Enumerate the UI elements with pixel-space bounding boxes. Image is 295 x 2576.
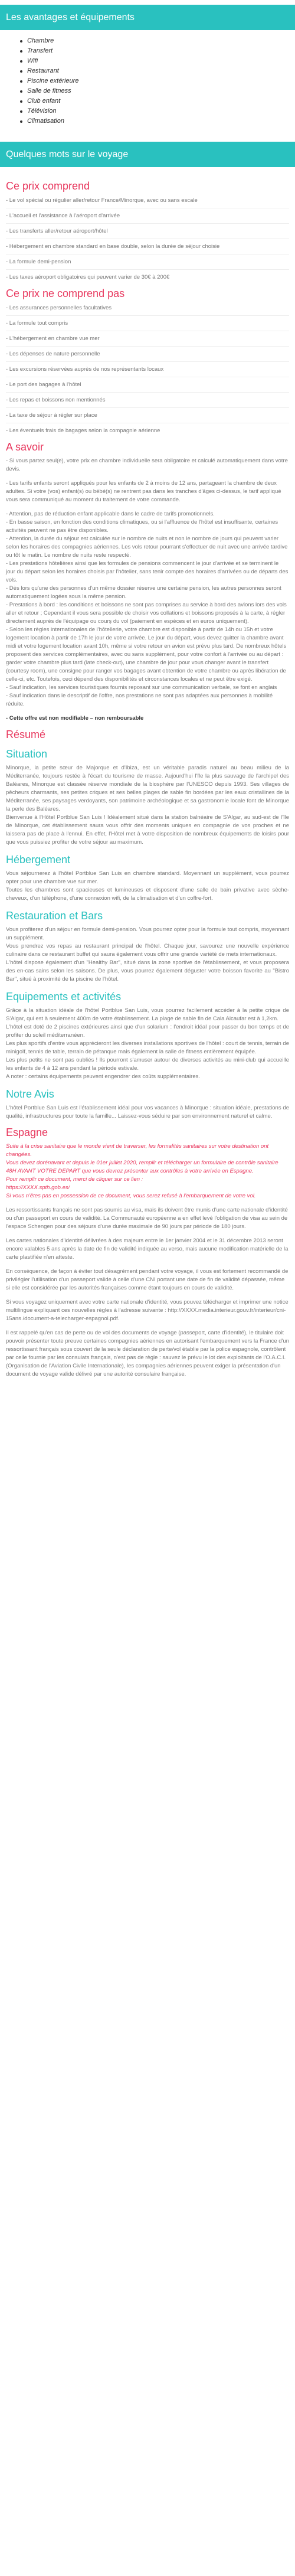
price-includes-item: - Les transferts aller/retour aéroport/hôtel: [6, 228, 108, 235]
non-refundable-notice: - Cette offre est non modifiable – non remboursable: [6, 715, 144, 722]
price-includes-item: - L'accueil et l'assistance à l'aéroport d'arrivée: [6, 213, 120, 220]
price-excludes-item: - Le port des bagages à l'hôtel: [6, 381, 81, 388]
amenities-banner: Les avantages et équipements: [0, 5, 295, 30]
amenity-item: Wifi: [20, 56, 295, 66]
amenity-item: Club enfant: [20, 96, 295, 106]
amenity-item: Climatisation: [20, 116, 295, 126]
price-excludes-item: - Les éventuels frais de bagages selon la compagnie aérienne: [6, 427, 160, 435]
facilities-heading: Equipements et activités: [6, 991, 122, 1003]
spain-paragraph: Si vous voyagez uniquement avec votre carte nationale d'identité, vous pouvez télécharger et imprimer une notice multilingue expliquant ces nouvelles règles à l'adresse suivante : http://XXXX.media.interieur.gouv.fr/interieur/cni-15ans /document-a-telecharger-espagnol.pdf.: [6, 1299, 289, 1323]
price-excludes-heading: Ce prix ne comprend pas: [6, 288, 125, 300]
dining-heading: Restauration et Bars: [6, 910, 103, 922]
amenity-item: Piscine extérieure: [20, 76, 295, 86]
price-excludes-item: - Les dépenses de nature personnelle: [6, 351, 100, 358]
price-excludes-item: - La taxe de séjour à régler sur place: [6, 412, 97, 419]
spain-heading: Espagne: [6, 1127, 48, 1139]
price-excludes-item: - L'hébergement en chambre vue mer: [6, 335, 100, 342]
spain-paragraph: Il est rappelé qu'en cas de perte ou de vol des documents de voyage (passeport, carte d'identité), le titulaire doit pouvoir présenter toute preuve certaines compagnies aériennes en autorisant l'embarquement vers la France d'un ressortissant français sous couvert de la seule déclaration de perte/vol établie par la police espagnole, contrôlent par celle fournie par les consulats français, n'est pas de règle : sauvez le prévu le lot des exploitants de l'O.A.C.I. (Organisation de l'Aviation Civile Internationale), les compagnies aériennes peuvent exiger la présentation d'un document de voyage valide délivré par une autorité consulaire française.: [6, 1330, 289, 1378]
situation-heading: Situation: [6, 748, 48, 760]
amenity-item: Chambre: [20, 36, 295, 46]
price-excludes-item: - La formule tout compris: [6, 320, 68, 327]
sanitary-notice: Suite à la crise sanitaire que le monde vient de traverser, les formalités sanitaires sur votre destination ont changées. Vous devez dorénavant et depuis le 01er juillet 2020, remplir et télécharger un formulaire de contrôle sanitaire 48H AVANT VOTRE DEPART que vous devrez présenter aux contrôles à votre arrivée en Espagne. Pour remplir ce document, merci de cliquer sur ce lien : https://XXXX.spth.gob.es/ Si vous n'êtes pas en possession de ce document, vous serez refusé à l'embarquement de votre vol.: [6, 1143, 278, 1200]
price-excludes-item: - Les excursions réservées auprès de nos représentants locaux: [6, 366, 164, 373]
facilities-text: Grâce à la situation idéale de l'hôtel Portblue San Luis, vous pourrez facilement accéder à la petite crique de S'Algar, qui est à seulement 400m de votre établissement. La plage de sable fin de Cala Alcaufar est à 1,2km. L'hôtel est doté de 2 piscines extérieures ainsi que d'un solarium : l'endroit idéal pour passer du bon temps et de profiter du soleil méditerranéen. Les plus sportifs d'entre vous apprécieront les diverses installations sportives de l'hôtel : court de tennis, terrain de minigolf, tennis de table, terrain de pétanque mais également la salle de fitness entièrement équipée. Les plus petits ne sont pas oubliés ! Ils pourront s'amuser autour de diverses activités au mini-club qui accueille les enfants de 4 à 12 ans pendant la période estivale. A noter : certains équipements peuvent engendrer des coûts supplémentaires.: [6, 1007, 289, 1080]
spain-paragraph: Les cartes nationales d'identité délivrées à des majeurs entre le 1er janvier 2004 et le 31 décembre 2013 seront encore valables 5 ans après la date de fin de validité indiquée au verso, mais aucune modification matérielle de la carte plastifiée n'en atteste.: [6, 1238, 289, 1261]
accommodation-heading: Hébergement: [6, 854, 71, 866]
situation-text: Minorque, la petite sœur de Majorque et d'Ibiza, est un véritable paradis naturel au beau milieu de la Méditerranée, toujours restée à l'écart du tourisme de masse. Aujourd'hui l'île la plus sauvage de l'archipel des Baléares, Minorque est classée réserve mondiale de la biosphère par l'UNESCO depuis 1993. Ses villages de pêcheurs charmants, ses petites criques et ses belles plages de sable fin bordées par les eaux cristallines de la Méditerranée, ses paysages verdoyants, son patrimoine archéologique et sa gastronomie locale font de Minorque la perle des Baléares. Bienvenue à l'Hôtel Portblue San Luis ! Idéalement situé dans la station balnéaire de S'Algar, au sud-est de l'île de Minorque, cet établissement saura vous offrir des moments uniques en compagnie de vos proches et ne laissera pas de place à l'ennui. En effet, l'Hôtel met à votre disposition de nombreux équipements de loisirs pour que vous puissiez profiter de votre séjour au maximum.: [6, 765, 289, 846]
trip-banner: Quelques mots sur le voyage: [0, 142, 295, 167]
to-know-heading: A savoir: [6, 441, 44, 453]
our-opinion-heading: Notre Avis: [6, 1088, 54, 1101]
our-opinion-text: L'hôtel Portblue San Luis est l'établissement idéal pour vos vacances à Minorque : situation idéale, prestations de qualité, infrastructures pour toute la famille... Laissez-vous séduire par son environnement naturel et calme.: [6, 1105, 289, 1120]
to-know-paragraph: - Les tarifs enfants seront appliqués pour les enfants de 2 à moins de 12 ans, partageant la chambre de deux adultes. Si votre (vos) enfant(s) ou bébé(s) ne rentrent pas dans les tranches d'âges ci-dessus, le tarif appliqué vous sera communiqué au moment du traitement de votre commande.: [6, 480, 281, 504]
spain-paragraph: Les ressortissants français ne sont pas soumis au visa, mais ils doivent être munis d'une carte nationale d'identité ou d'un passeport en cours de validité. La Communauté européenne a en effet levé l'obligation de visa au sein de l'espace Schengen pour des séjours d'une durée maximale de 90 jours par période de 180 jours.: [6, 1207, 288, 1230]
spain-paragraph: En conséquence, de façon à éviter tout désagrément pendant votre voyage, il vous est fortement recommandé de privilégier l'utilisation d'un passeport valide à celle d'une CNI portant une date de fin de validité dépassée, même si elle est considérée par les autorités françaises comme étant toujours en cours de validité.: [6, 1268, 289, 1292]
amenity-item: Restaurant: [20, 66, 295, 76]
trip-content: [0, 167, 295, 1379]
price-excludes-item: - Les assurances personnelles facultatives: [6, 305, 112, 312]
price-includes-item: - La formule demi-pension: [6, 259, 71, 266]
amenity-item: Télévision: [20, 106, 295, 116]
amenities-list: [0, 30, 295, 135]
amenity-item: Salle de fitness: [20, 86, 295, 96]
summary-heading: Résumé: [6, 729, 46, 741]
price-excludes-list: [6, 303, 289, 435]
to-know-paragraph: - Si vous partez seul(e), votre prix en chambre individuelle sera obligatoire et calculé automatiquement dans votre devis.: [6, 458, 288, 473]
price-includes-heading: Ce prix comprend: [6, 180, 90, 192]
hotel-offer-page: [0, 5, 295, 1395]
price-includes-item: - Le vol spécial ou régulier aller/retour France/Minorque, avec ou sans escale: [6, 197, 198, 204]
price-includes-item: - Hébergement en chambre standard en base double, selon la durée de séjour choisie: [6, 243, 220, 250]
price-includes-item: - Les taxes aéroport obligatoires qui peuvent varier de 30€ à 200€: [6, 274, 170, 281]
price-includes-list: [6, 196, 289, 282]
accommodation-text: Vous séjournerez à l'hôtel Portblue San Luis en chambre standard. Moyennant un supplément, vous pourrez opter pour une chambre vue sur mer. Toutes les chambres sont spacieuses et lumineuses et disposent d'une salle de bain privative avec sèche-cheveux, d'un téléphone, d'une connexion wifi, de la climatisation et d'un coffre-fort.: [6, 870, 289, 902]
price-excludes-item: - Les repas et boissons non mentionnés: [6, 397, 106, 404]
amenity-item: Transfert: [20, 46, 295, 56]
to-know-paragraph: - Attention, pas de réduction enfant applicable dans le cadre de tarifs promotionnels. - En basse saison, en fonction des conditions climatiques, ou si l'affluence de l'hôtel est insuffisante, certaines activités peuvent ne pas être disponibles. - Attention, la durée du séjour est calculée sur le nombre de nuits et non le nombre de jours qui peuvent varier selon les horaires des compagnies aériennes. Les vols retour pourrant s'effectuer de nuit avec une arrivée tardive ou tôt le matin. Le nombre de nuits reste respecté. - Les prestations hôtelières ainsi que les formules de pensions commencent le jour d'arrivée et se terminent le jour du départ selon les horaires choisis par l'hôtelier, sans tenir compte des horaires d'arrivées ou de départs des vols. - Dès lors qu'une des personnes d'un même dossier réserve une certaine pension, les autres personnes seront automatiquement logées sous la même pension. - Prestations à bord : les conditions et boissons ne sont pas comprises au service à bord des avions lors des vols aller et retour ; Cependant il vous sera possible de choisir vos collations et boissons proposés à la carte, à régler directement auprès de l'équipage ou courş du vol (paiement en espèces et en euros uniquement). - Selon les règles internationales de l'hôtellerie, votre chambre est disponible à partir de 14h ou 15h et votre logement location à partir de 17h le jour de votre arrivée. Le jour du départ, vous devez quitter la chambre avant midi et votre logement location avant 10h, même si votre retour en avion est prévu plus tard. De nombreux hôtels proposent des services complémentaires, avec ou sans supplément, pour votre confort à l'arrivée ou au départ : garder votre chambre plus tard (late check-out), une chambre de jour pour vous changer avant le transfert (courtesy room), une consigne pour ranger vos bagages avant obtention de votre chambre ou après libération de celle-ci, etc. Toutefois, ceci dépend des disponibilités et circonstances locales et ne peut être exigé. - Sauf indication, les services touristiques fournis reposant sur une communication verbale, se font en anglais - Sauf indication dans le descriptif de l'offre, nos prestations ne sont pas adaptées aux personnes à mobilité réduite.: [6, 511, 289, 708]
dining-text: Vous profiterez d'un séjour en formule demi-pension. Vous pourrez opter pour la formule tout compris, moyennant un supplément. Vous prendrez vos repas au restaurant principal de l'hôtel. Chaque jour, savourez une nouvelle expérience culinaire dans ce restaurant buffet qui saura également vous offrir une grande variété de mets internationaux. L'hôtel dispose également d'un "Healthy Bar", situé dans la zone sportive de l'établissement, et vous proposera des en-cas sains selon les saisons. De plus, vous pourrez également déguster votre boisson favorite au "Bistro Bar", situé à proximité de la piscine de l'hôtel.: [6, 926, 289, 983]
